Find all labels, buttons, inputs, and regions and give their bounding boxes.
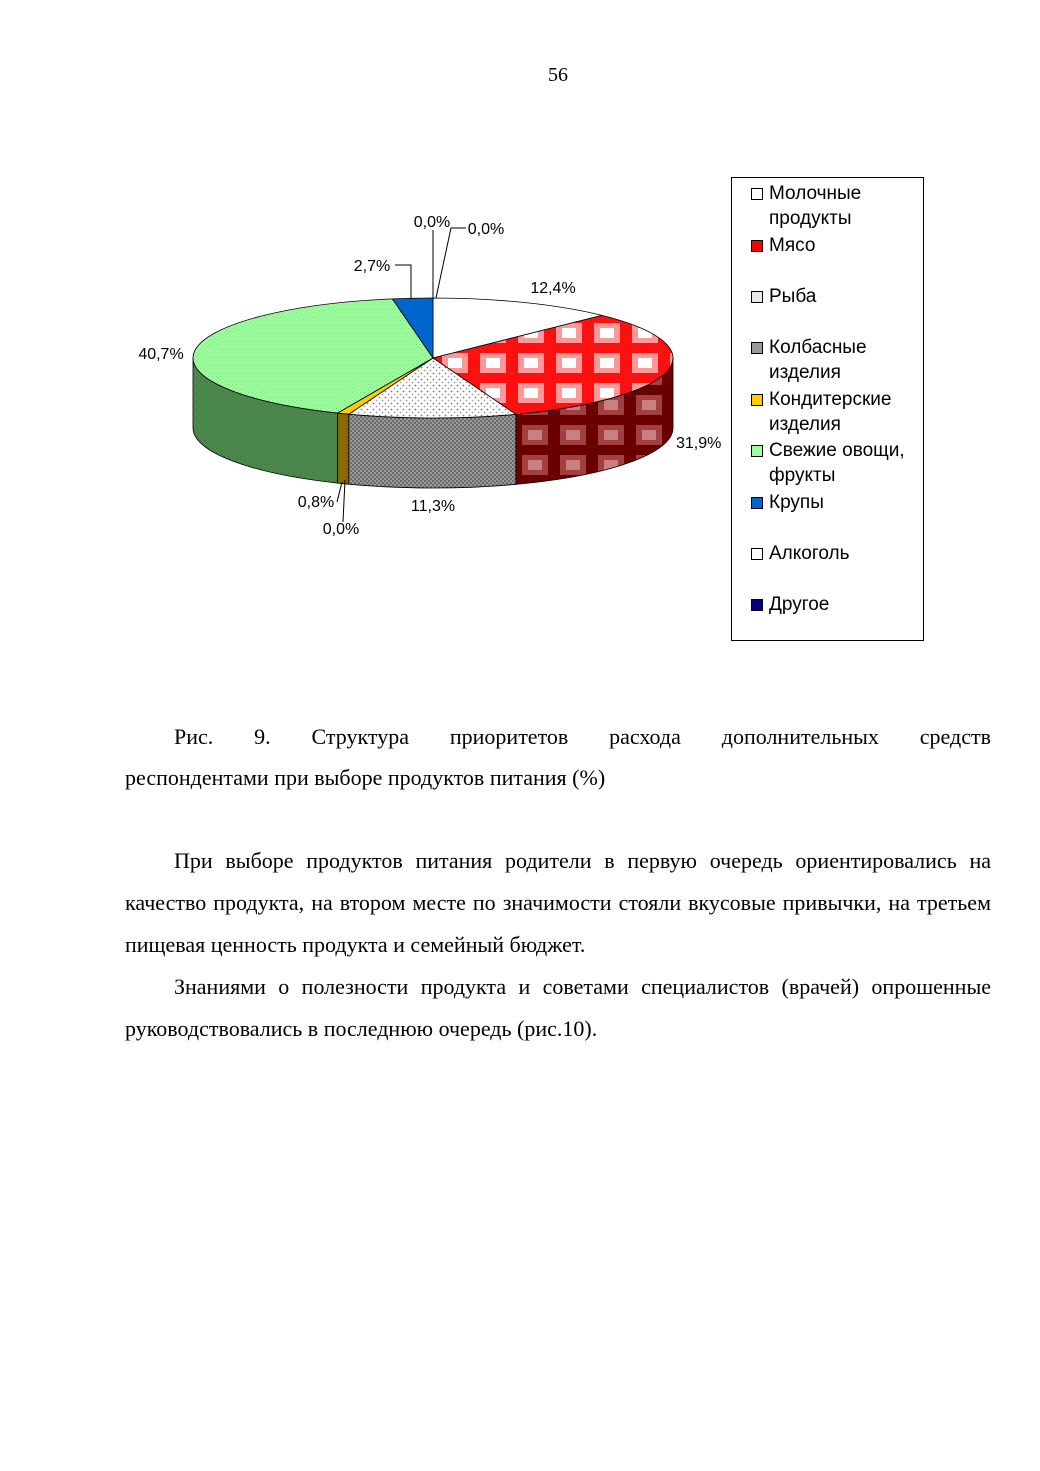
paragraph: При выборе продуктов питания родители в первую очередь ориентировались на качество продукта, на втором месте по значимости стояли вкусовые привычки, на третьем пищевая ценность продукта и семейный бюджет. <box>125 848 991 957</box>
pie-side-confectionery <box>338 413 349 484</box>
data-label-alcohol: 0,0% <box>413 214 451 231</box>
legend-label: Крупы <box>769 492 824 513</box>
legend-label: Кондитерские изделия <box>769 389 892 435</box>
legend-swatch <box>751 497 763 509</box>
legend-label: Свежие овощи, фрукты <box>769 440 905 486</box>
legend-item-confectionery <box>751 387 921 437</box>
legend-swatch <box>751 599 763 611</box>
legend-swatch <box>751 548 763 560</box>
legend-item-fish <box>751 284 921 309</box>
data-label-dairy: 12,4% <box>530 280 576 297</box>
page-number: 56 <box>548 64 568 86</box>
legend-item-dairy <box>751 181 921 231</box>
legend-label: Колбасные изделия <box>769 337 867 383</box>
paragraph: Знаниями о полезности продукта и советами специалистов (врачей) опрошенные руководствовались в последнюю очередь (рис.10). <box>125 974 991 1041</box>
leader-line <box>343 480 345 522</box>
legend-item-other <box>751 592 921 617</box>
data-label-cereals: 2,7% <box>353 258 391 275</box>
leader-line <box>395 265 411 298</box>
legend-swatch <box>751 240 763 252</box>
figure-caption <box>125 716 991 798</box>
body-text <box>125 840 991 1050</box>
data-label-fish: 11,3% <box>410 498 456 515</box>
legend-item-vegetables <box>751 438 921 488</box>
legend-item-meat <box>751 233 921 258</box>
caption-line-1: Рис. 9. Структура приоритетов расхода дополнительных средств <box>174 724 991 749</box>
legend-label: Мясо <box>769 235 816 256</box>
data-label-vegetables: 40,7% <box>138 346 184 363</box>
caption-line-2: респондентами при выборе продуктов питания (%) <box>125 765 606 790</box>
legend-label: Молочные продукты <box>769 183 862 229</box>
legend-label: Алкоголь <box>769 543 850 564</box>
data-label-meat: 31,9% <box>676 435 722 452</box>
data-label-other: 0,0% <box>467 221 505 238</box>
legend-item-sausage <box>751 335 921 385</box>
data-label-sausage: 0,0% <box>322 521 360 538</box>
pie-side-fish <box>349 414 516 488</box>
legend-swatch <box>751 342 763 354</box>
leader-line <box>436 228 466 298</box>
legend-item-cereals <box>751 490 921 515</box>
leader-line <box>337 482 342 502</box>
legend-label: Другое <box>769 594 830 615</box>
legend-swatch <box>751 394 763 406</box>
chart-legend <box>731 177 924 641</box>
legend-item-alcohol <box>751 541 921 566</box>
legend-swatch <box>751 445 763 457</box>
data-label-confectionery: 0,8% <box>297 494 335 511</box>
legend-label: Рыба <box>769 286 817 307</box>
legend-swatch <box>751 188 763 200</box>
legend-swatch <box>751 291 763 303</box>
